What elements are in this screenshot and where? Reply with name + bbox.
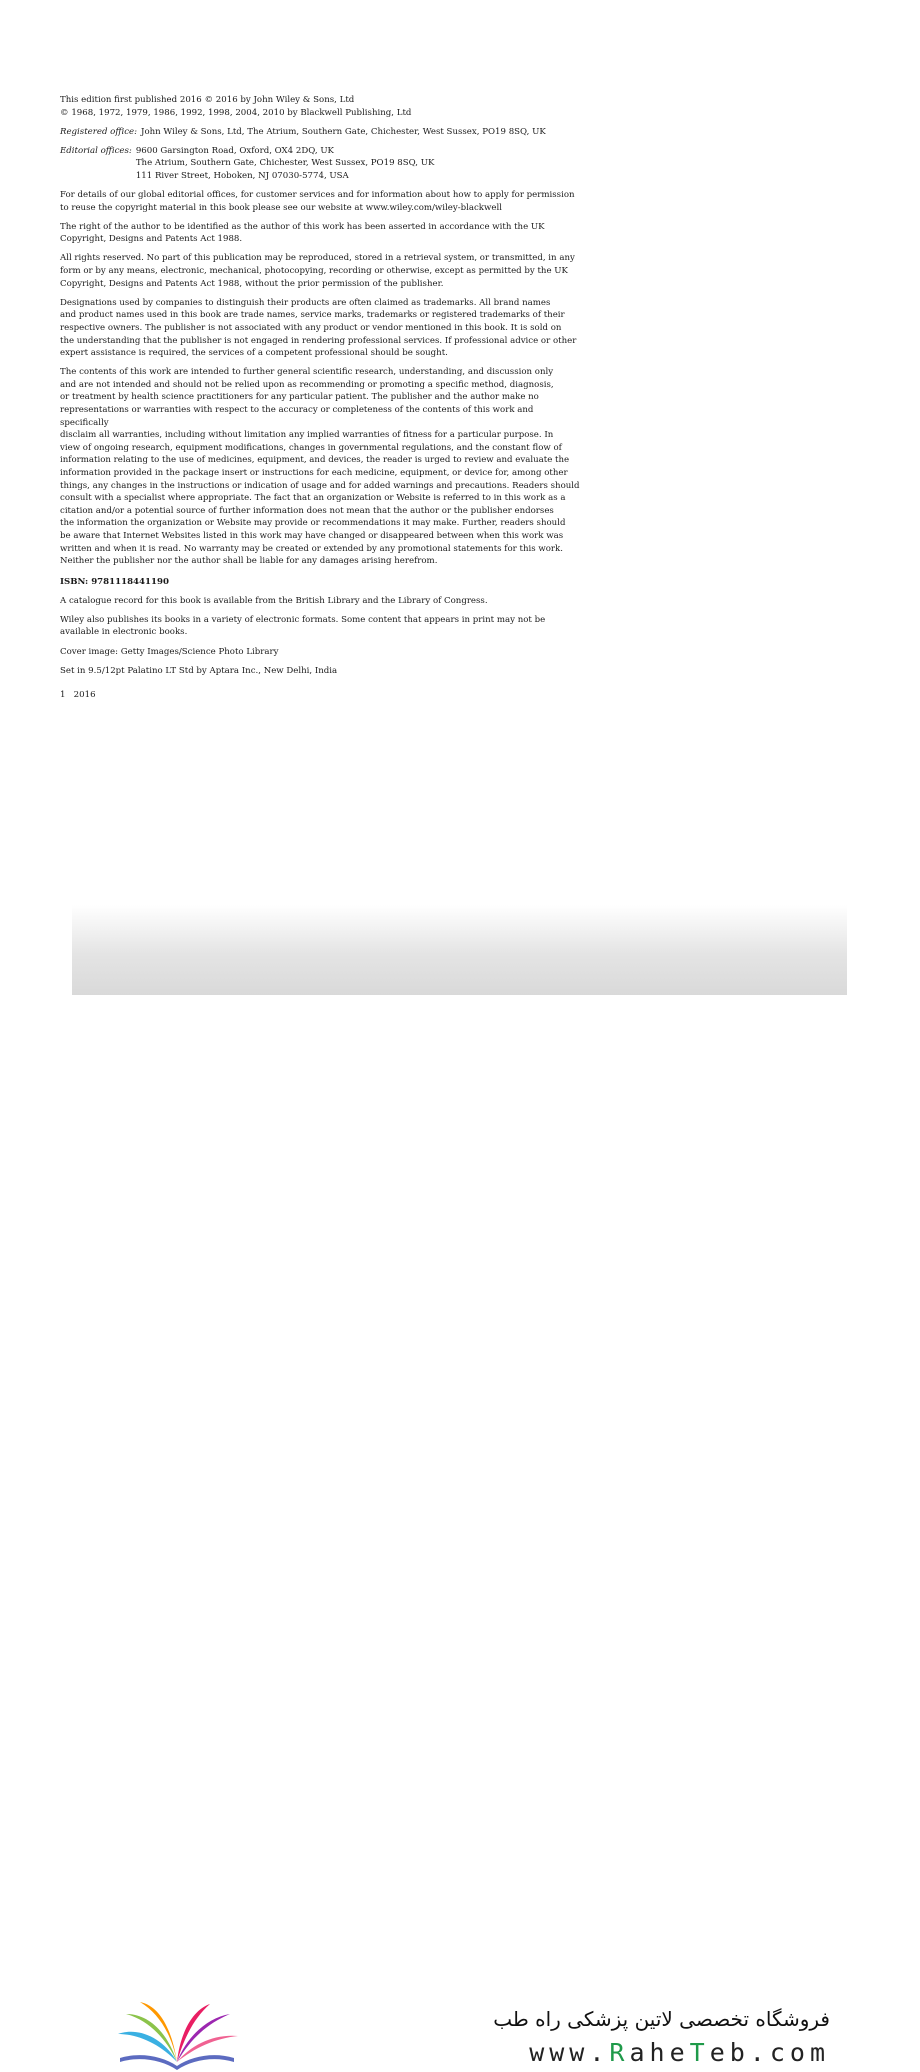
text-line: Wiley also publishes its books in a variety of electronic formats. Some content that appears in print may not be — [60, 614, 546, 625]
url-prefix: www. — [529, 2038, 610, 2067]
url-middle: ahe — [629, 2038, 690, 2067]
text-line: The right of the author to be identified as the author of this work has been asserted in accordance with the UK — [60, 221, 545, 232]
editorial-offices-label: Editorial offices: — [60, 145, 132, 156]
text-line: For details of our global editorial offices, for customer services and for information about how to apply for permission — [60, 190, 575, 201]
text-line: representations or warranties with respect to the accuracy or completeness of the contents of this work and specifically — [60, 404, 534, 428]
text-line: Copyright, Designs and Patents Act 1988. — [60, 234, 243, 245]
editorial-office-line: 9600 Garsington Road, Oxford, OX4 2DQ, UK — [135, 145, 334, 156]
text-line: and product names used in this book are trade names, service marks, trademarks or registered trademarks of their — [60, 310, 565, 321]
text-line: disclaim all warranties, including without limitation any implied warranties of fitness for a particular purpose. In — [60, 430, 554, 441]
text-line: expert assistance is required, the services of a competent professional should be sought. — [60, 348, 448, 359]
rights-reserved-paragraph — [60, 252, 580, 290]
text-line: Neither the publisher nor the author shall be liable for any damages arising herefrom. — [60, 556, 438, 567]
author-rights-paragraph — [60, 221, 580, 246]
electronic-formats-paragraph — [60, 614, 580, 639]
text-line: view of ongoing research, equipment modifications, changes in governmental regulations, and the constant flow of — [60, 442, 562, 453]
text-line: All rights reserved. No part of this publication may be reproduced, stored in a retrieval system, or transmitted, in any — [60, 253, 575, 264]
url-suffix: eb.com — [709, 2038, 830, 2067]
copyright-notice — [60, 94, 580, 119]
text-line: written and when it is read. No warranty may be created or extended by any promotional statements for this work. — [60, 543, 563, 554]
text-line: consult with a specialist where appropriate. The fact that an organization or Website is referred to in this work as a — [60, 493, 566, 504]
text-line: Copyright, Designs and Patents Act 1988, without the prior permission of the publisher. — [60, 278, 444, 289]
store-name: فروشگاه تخصصی لاتین پزشکی راه طب — [493, 2007, 830, 2031]
disclaimer-paragraph — [60, 366, 580, 568]
text-line: citation and/or a potential source of further information does not mean that the author or the publisher endorses — [60, 505, 554, 516]
editorial-office-line: The Atrium, Southern Gate, Chichester, West Sussex, PO19 8SQ, UK — [135, 158, 435, 169]
text-line: be aware that Internet Websites listed in this work may have changed or disappeared between when this work was — [60, 530, 564, 541]
store-url — [470, 2038, 830, 2067]
text-line: the information the organization or Website may provide or recommendations it may make. Further, readers should — [60, 518, 566, 529]
store-banner — [0, 995, 920, 2067]
text-line: the understanding that the publisher is not engaged in rendering professional services. If professional advice or other — [60, 335, 577, 346]
copyright-page — [60, 94, 580, 708]
editorial-office-line: 111 River Street, Hoboken, NJ 07030-5774, USA — [135, 170, 349, 181]
page-shadow — [72, 905, 847, 995]
registered-office — [60, 126, 580, 139]
text-line: respective owners. The publisher is not associated with any product or vendor mentioned in this book. It is sold on — [60, 322, 562, 333]
isbn: ISBN: 9781118441190 — [60, 576, 169, 587]
text-line: Designations used by companies to distinguish their products are often claimed as trademarks. All brand names — [60, 297, 551, 308]
designations-paragraph — [60, 297, 580, 360]
text-line: information provided in the package insert or instructions for each medicine, equipment, or device for, among other — [60, 467, 568, 478]
text-line: available in electronic books. — [60, 627, 188, 638]
open-book-rainbow-icon — [110, 2000, 245, 2072]
details-paragraph — [60, 189, 580, 214]
print-line: 1 2016 — [60, 690, 96, 701]
registered-office-address: John Wiley & Sons, Ltd, The Atrium, Southern Gate, Chichester, West Sussex, PO19 8SQ, UK — [141, 126, 546, 137]
url-accent-letter: T — [689, 2038, 710, 2067]
text-line: form or by any means, electronic, mechanical, photocopying, recording or otherwise, except as permitted by the UK — [60, 266, 568, 277]
text-line: things, any changes in the instructions or indication of usage and for added warnings and precautions. Readers should — [60, 480, 580, 491]
url-accent-letter: R — [609, 2038, 630, 2067]
text-line: The contents of this work are intended to further general scientific research, understanding, and discussion only — [60, 367, 554, 378]
first-published-line: This edition first published 2016 © 2016 by John Wiley & Sons, Ltd — [60, 95, 355, 105]
text-line: information relating to the use of medicines, equipment, and devices, the reader is urged to review and evaluate the — [60, 455, 570, 466]
catalogue-record: A catalogue record for this book is available from the British Library and the Library of Congress. — [60, 595, 488, 606]
typeset-note: Set in 9.5/12pt Palatino LT Std by Aptara Inc., New Delhi, India — [60, 665, 338, 676]
cover-image-credit: Cover image: Getty Images/Science Photo Library — [60, 646, 279, 657]
text-line: and are not intended and should not be relied upon as recommending or promoting a specific method, diagnosis, — [60, 379, 554, 390]
registered-office-label: Registered office: — [60, 126, 137, 137]
editorial-offices — [60, 145, 580, 183]
text-line: or treatment by health science practitioners for any particular patient. The publisher and the author make no — [60, 392, 539, 403]
prior-editions-line: © 1968, 1972, 1979, 1986, 1992, 1998, 2004, 2010 by Blackwell Publishing, Ltd — [60, 107, 412, 118]
text-line: to reuse the copyright material in this book please see our website at www.wiley.com/wiley-blackwell — [60, 202, 502, 213]
